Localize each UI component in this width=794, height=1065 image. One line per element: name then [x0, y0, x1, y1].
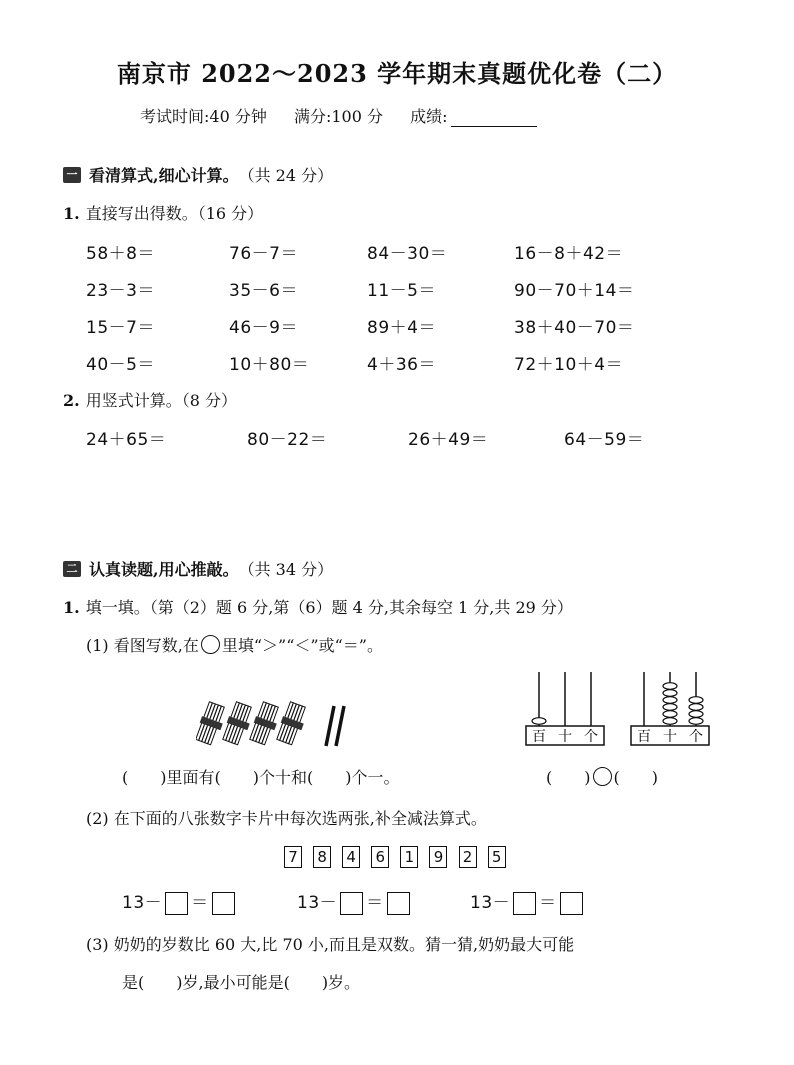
full-score: 满分:100 分 — [293, 107, 383, 126]
score-blank[interactable] — [451, 110, 537, 127]
question-text: 填一填。（第（2）题 6 分,第（6）题 4 分,其余每空 1 分,共 29 分） — [85, 598, 573, 617]
sticks-fill-line: ( )里面有( )个十和( )个一。 — [122, 768, 400, 787]
abacus-bead — [663, 690, 677, 697]
sticks-illustration — [196, 700, 360, 750]
subquestion-1 — [86, 633, 383, 656]
abacus-left — [525, 668, 607, 748]
exam-info — [140, 104, 559, 127]
abacus-bead — [663, 697, 677, 704]
section1-points: （共 24 分） — [238, 166, 334, 185]
page-title: 南京市 2022～2023 学年期末真题优化卷（二） — [116, 59, 678, 88]
section2-points: （共 34 分） — [238, 560, 334, 579]
calc-item: 10＋80＝ — [229, 355, 310, 375]
subquestion-label: (3) — [86, 935, 109, 954]
calc-item: 38＋40－70＝ — [514, 318, 635, 338]
loose-stick-icon — [326, 706, 334, 746]
abacus-bead — [663, 683, 677, 690]
abacus-bead — [663, 718, 677, 725]
subquestion-text-b: 里填“＞”“＜”或“＝”。 — [221, 636, 383, 655]
digit-card: 5 — [488, 846, 506, 868]
answer-box[interactable] — [340, 892, 363, 915]
calc-item: 72＋10＋4＝ — [514, 355, 624, 375]
abacus-bead — [689, 697, 703, 704]
question-1-2 — [63, 388, 237, 411]
answer-box[interactable] — [165, 892, 188, 915]
abacus-label: 十 — [558, 729, 572, 745]
loose-stick-icon — [336, 706, 344, 746]
question-number: 1. — [63, 204, 80, 223]
digit-card: 4 — [342, 846, 360, 868]
answer-box[interactable] — [513, 892, 536, 915]
abacus-bead — [689, 711, 703, 718]
abacus-bead — [663, 711, 677, 718]
answer-box[interactable] — [212, 892, 235, 915]
stick-bundle-icon — [250, 702, 279, 745]
question-number: 1. — [63, 598, 80, 617]
calc-item: 15－7＝ — [86, 318, 155, 338]
digit-card: 6 — [371, 846, 389, 868]
subquestion-2 — [86, 806, 487, 829]
abacus-bead — [663, 704, 677, 711]
digit-card: 8 — [313, 846, 331, 868]
calc-item: 84－30＝ — [367, 244, 448, 264]
expr-eq: ＝ — [539, 893, 557, 913]
exam-time: 考试时间:40 分钟 — [140, 107, 267, 126]
calc-item: 89＋4＝ — [367, 318, 436, 338]
compare-left-blank[interactable]: ( ) — [546, 768, 591, 787]
question-text: 直接写出得数。（16 分） — [85, 204, 264, 223]
section2-title: 认真读题,用心推敲。 — [89, 560, 239, 579]
question-text: 用竖式计算。（8 分） — [85, 391, 237, 410]
abacus-label: 百 — [637, 729, 651, 745]
compare-circle-icon[interactable] — [593, 767, 612, 786]
answer-box[interactable] — [387, 892, 410, 915]
subquestion-text-a: 看图写数,在 — [113, 636, 199, 655]
abacus-label: 十 — [663, 729, 677, 745]
question-1-1 — [63, 201, 263, 224]
section2-heading — [63, 557, 333, 580]
section2-badge: 二 — [63, 561, 81, 577]
calc-item: 16－8＋42＝ — [514, 244, 624, 264]
subquestion-3-line2: 是( )岁,最小可能是( )岁。 — [122, 973, 361, 992]
abacus-label: 个 — [689, 729, 703, 745]
digit-card: 7 — [284, 846, 302, 868]
vertical-calc-item: 80－22＝ — [247, 430, 328, 450]
calc-item: 40－5＝ — [86, 355, 155, 375]
answer-box[interactable] — [560, 892, 583, 915]
subtraction-expr-1 — [122, 888, 238, 915]
calc-item: 23－3＝ — [86, 281, 155, 301]
calc-item: 35－6＝ — [229, 281, 298, 301]
subquestion-text-line1: 奶奶的岁数比 60 大,比 70 小,而且是双数。猜一猜,奶奶最大可能 — [113, 935, 575, 954]
vertical-calc-item: 64－59＝ — [564, 430, 645, 450]
calc-item: 4＋36＝ — [367, 355, 436, 375]
subtraction-expr-3 — [470, 888, 586, 915]
circle-symbol-icon — [201, 635, 220, 654]
section1-title: 看清算式,细心计算。 — [89, 166, 239, 185]
score-label: 成绩: — [410, 107, 448, 126]
calc-item: 90－70＋14＝ — [514, 281, 635, 301]
expr-prefix: 13－ — [470, 893, 511, 913]
calc-item: 58＋8＝ — [86, 244, 155, 264]
compare-line — [546, 765, 658, 788]
calc-item: 11－5＝ — [367, 281, 436, 301]
calc-item: 46－9＝ — [229, 318, 298, 338]
section1-heading — [63, 163, 333, 186]
digit-card: 1 — [400, 846, 418, 868]
stick-bundle-icon — [223, 702, 252, 745]
abacus-right — [630, 668, 712, 748]
compare-right-blank[interactable]: ( ) — [613, 768, 658, 787]
digit-card: 2 — [459, 846, 477, 868]
expr-prefix: 13－ — [122, 893, 163, 913]
calc-item: 76－7＝ — [229, 244, 298, 264]
expr-eq: ＝ — [191, 893, 209, 913]
expr-eq: ＝ — [366, 893, 384, 913]
expr-prefix: 13－ — [297, 893, 338, 913]
question-2-1 — [63, 595, 573, 618]
stick-bundle-icon — [277, 702, 306, 745]
abacus-label: 百 — [532, 729, 546, 745]
digit-card: 9 — [429, 846, 447, 868]
digit-cards — [284, 846, 512, 868]
stick-bundle-icon — [196, 702, 224, 745]
subquestion-label: (1) — [86, 636, 109, 655]
section1-badge: 一 — [63, 167, 81, 183]
abacus-label: 个 — [584, 729, 598, 745]
abacus-bead — [689, 718, 703, 725]
subquestion-label: (2) — [86, 809, 109, 828]
vertical-calc-item: 26＋49＝ — [408, 430, 489, 450]
abacus-bead — [689, 704, 703, 711]
abacus-bead — [532, 718, 546, 725]
question-number: 2. — [63, 391, 80, 410]
subquestion-3 — [86, 932, 574, 955]
vertical-calc-item: 24＋65＝ — [86, 430, 167, 450]
subtraction-expr-2 — [297, 888, 413, 915]
subquestion-text: 在下面的八张数字卡片中每次选两张,补全减法算式。 — [113, 809, 487, 828]
